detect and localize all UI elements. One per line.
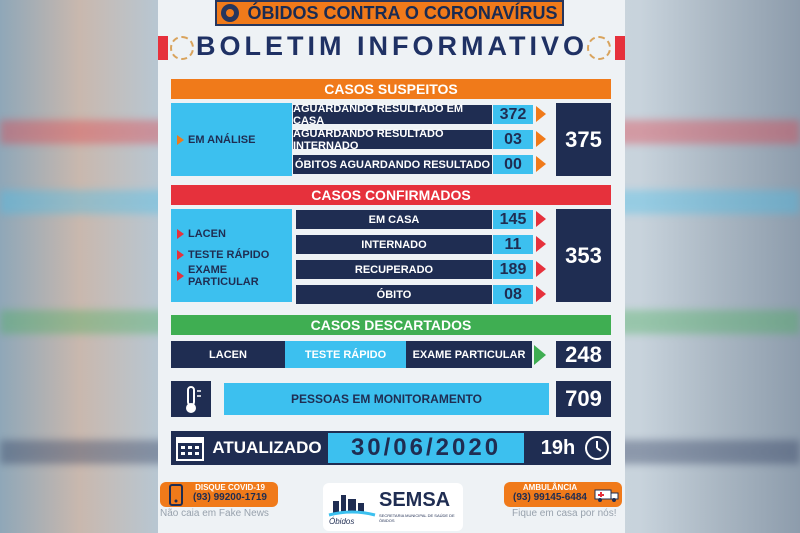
- suspeitos-title: CASOS SUSPEITOS: [171, 79, 611, 99]
- confirmados-row-value: 145: [493, 210, 533, 229]
- bullet-icon: [177, 271, 184, 281]
- update-label: ATUALIZADO: [212, 438, 322, 457]
- confirmados-row-value: 189: [493, 260, 533, 279]
- suspeitos-row-value: 00: [493, 155, 533, 174]
- header-banner-text: ÓBIDOS CONTRA O CORONAVÍRUS: [247, 2, 558, 23]
- semsa-logo: [323, 483, 463, 531]
- descartados-total: 248: [556, 341, 611, 368]
- monitoramento-total: 709: [556, 381, 611, 417]
- suspeitos-total: 375: [556, 103, 611, 176]
- confirmados-left-item-label: LACEN: [188, 227, 226, 240]
- arrow-icon: [536, 236, 546, 252]
- descartados-title: CASOS DESCARTADOS: [171, 315, 611, 335]
- logo-city: Óbidos: [329, 517, 355, 526]
- suspeitos-row-label: ÓBITOS AGUARDANDO RESULTADO: [293, 155, 492, 174]
- update-date: 30/06/2020: [328, 433, 524, 463]
- descartados-item: EXAME PARTICULAR: [406, 341, 532, 368]
- ambulancia-tagline: Fique em casa por nós!: [512, 508, 617, 519]
- thermometer-icon: [171, 381, 211, 417]
- title-accent-right: [615, 36, 625, 60]
- confirmados-left-item: [177, 223, 292, 244]
- bullet-icon: [177, 229, 184, 239]
- confirmados-left-item: [177, 265, 292, 286]
- phone-icon: [168, 484, 184, 506]
- descartados-item: LACEN: [171, 341, 285, 368]
- confirmados-left-item-label: TESTE RÁPIDO: [188, 248, 270, 261]
- disque-phone: (93) 99200-1719: [193, 492, 267, 503]
- bulletin-card: [158, 0, 625, 533]
- suspeitos-row-value: 03: [493, 130, 533, 149]
- update-time: 19h: [540, 436, 576, 459]
- clock-icon: [584, 435, 610, 461]
- confirmados-left-item: [177, 244, 292, 265]
- ambulancia-label: AMBULÂNCIA: [522, 483, 578, 492]
- confirmados-row-label: RECUPERADO: [296, 260, 492, 279]
- confirmados-row-value: 11: [493, 235, 533, 254]
- thermometer-box: [171, 381, 211, 417]
- confirmados-left-box: [171, 209, 292, 302]
- arrow-icon: [536, 131, 546, 147]
- confirmados-row-value: 08: [493, 285, 533, 304]
- arrow-icon: [536, 106, 546, 122]
- suspeitos-row-value: 372: [493, 105, 533, 124]
- monitoramento-label: PESSOAS EM MONITORAMENTO: [224, 383, 549, 415]
- suspeitos-row-label: AGUARDANDO RESULTADO INTERNADO: [293, 130, 492, 149]
- suspeitos-row-label: AGUARDANDO RESULTADO EM CASA: [293, 105, 492, 124]
- arrow-icon: [536, 261, 546, 277]
- arrow-icon: [534, 345, 546, 365]
- bullet-icon: [177, 135, 184, 145]
- logo-subtext: SECRETARIA MUNICIPAL DE SAÚDE DE ÓBIDOS: [379, 513, 455, 523]
- confirmados-total: 353: [556, 209, 611, 302]
- arrow-icon: [536, 156, 546, 172]
- confirmados-left-item-label: EXAME PARTICULAR: [188, 263, 259, 288]
- page-title: BOLETIM INFORMATIVO: [196, 31, 588, 61]
- suspeitos-left-box: [171, 103, 292, 176]
- virus-icon: [221, 4, 239, 22]
- calendar-icon: [175, 434, 205, 462]
- confirmados-row-label: INTERNADO: [296, 235, 492, 254]
- ambulance-icon: [594, 487, 620, 503]
- title-accent-left: [158, 36, 168, 60]
- confirmados-row-label: EM CASA: [296, 210, 492, 229]
- ambulancia-phone: (93) 99145-6484: [513, 492, 587, 503]
- confirmados-title: CASOS CONFIRMADOS: [171, 185, 611, 205]
- suspeitos-left-label: EM ANÁLISE: [188, 133, 256, 146]
- disque-tagline: Não caia em Fake News: [160, 508, 269, 519]
- arrow-icon: [536, 211, 546, 227]
- arrow-icon: [536, 286, 546, 302]
- bullet-icon: [177, 250, 184, 260]
- confirmados-row-label: ÓBITO: [296, 285, 492, 304]
- descartados-item: TESTE RÁPIDO: [285, 341, 406, 368]
- header-banner: [215, 0, 564, 26]
- disque-label: DISQUE COVID-19: [195, 483, 265, 492]
- logo-text: SEMSA: [379, 489, 451, 511]
